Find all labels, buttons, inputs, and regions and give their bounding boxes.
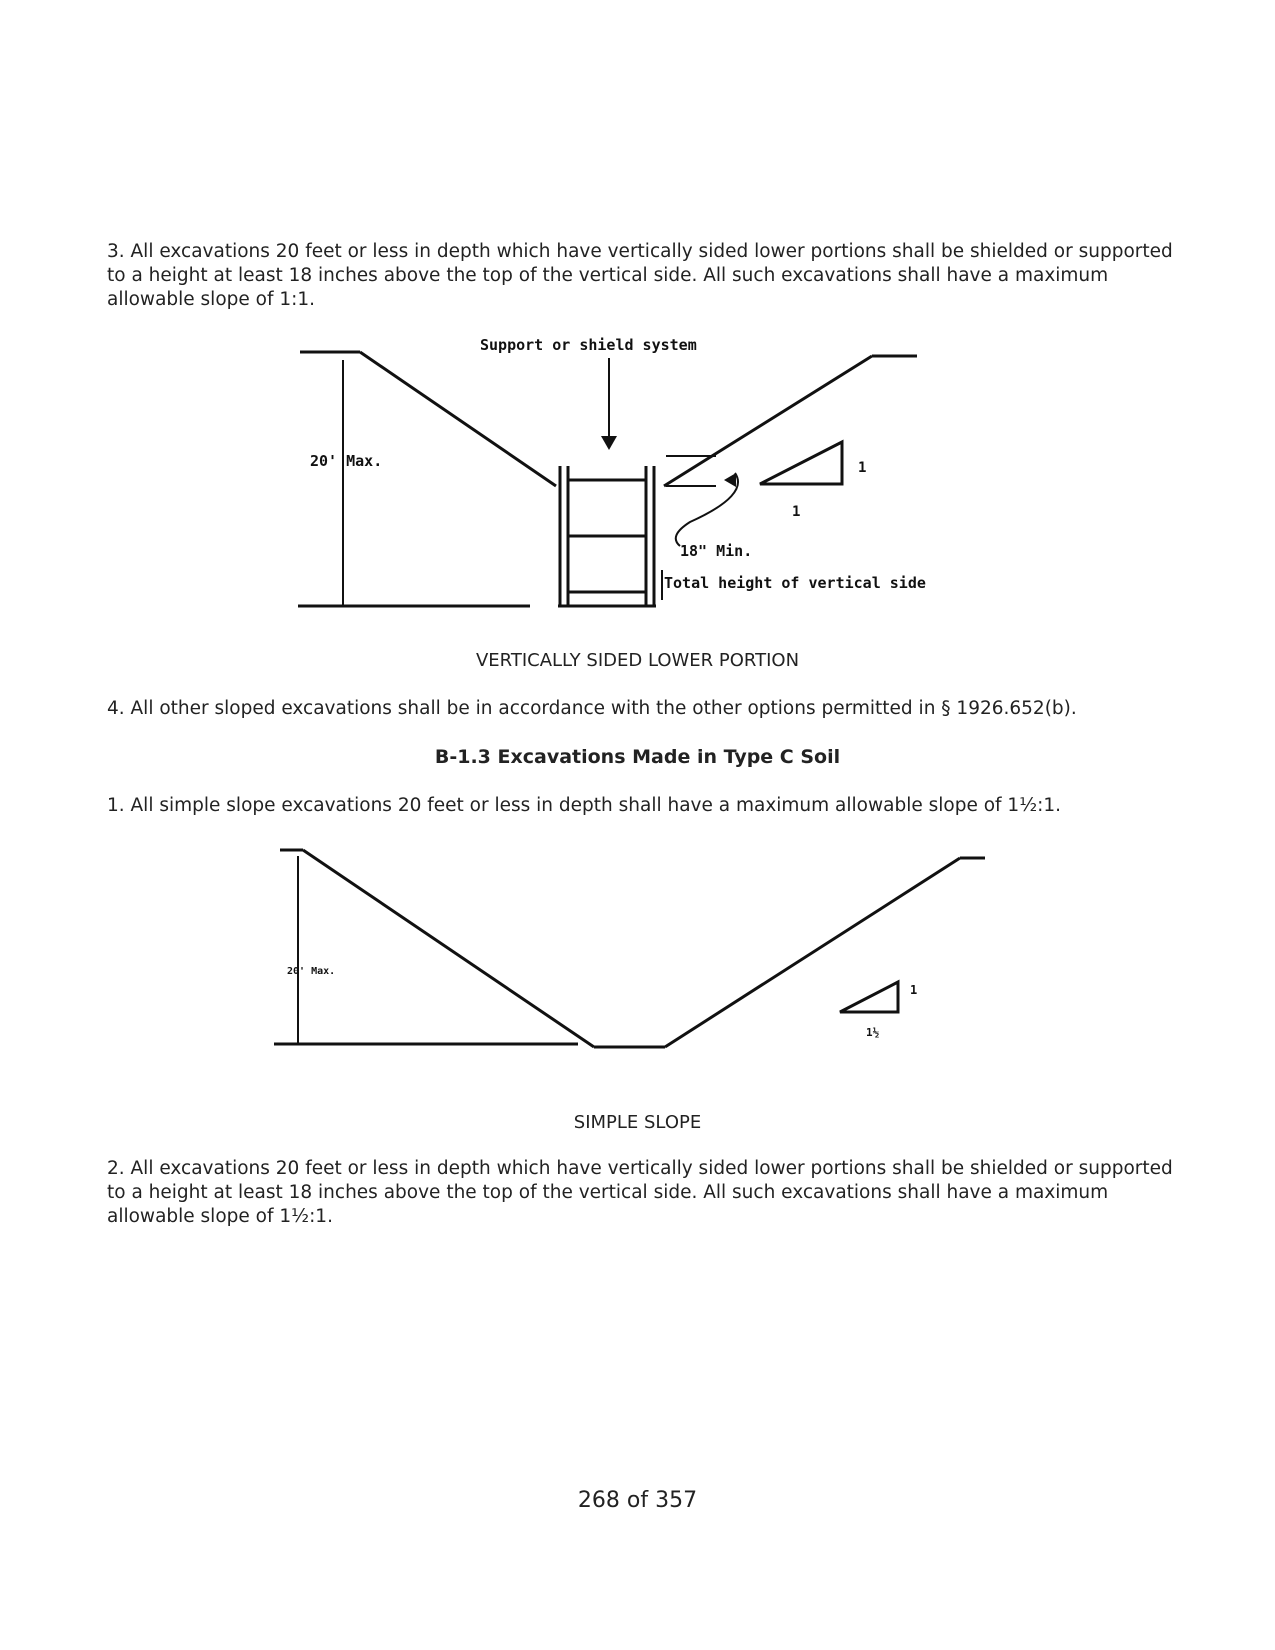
depth-label: 20' Max. [287,966,336,977]
section-heading: B-1.3 Excavations Made in Type C Soil [434,746,841,768]
figure-vertically-sided [0,330,1275,620]
ratio-vertical: 1 [910,983,918,997]
paragraph-c2: 2. All excavations 20 feet or less in depth which have vertically sided lower portions shall be shielded or supported to a height at least 18 inches above the top of the vertical side. All such excavations shall have a maximum allowable slope of 1½:1. [107,1158,1173,1227]
paragraph-c1: 1. All simple slope excavations 20 feet or less in depth shall have a maximum allowable slope of 1½:1. [107,795,1062,816]
figure-simple-slope [0,830,1275,1060]
slope-ratio-triangle [840,982,898,1012]
depth-label: 20' Max. [310,452,383,470]
shield-system [558,466,656,606]
arrow-down-icon [601,436,617,450]
support-label: Support or shield system [480,336,697,354]
total-height-label: Total height of vertical side [664,574,926,592]
ratio-horizontal: 1½ [866,1026,880,1039]
figure2-caption: SIMPLE SLOPE [573,1112,702,1133]
min-label: 18" Min. [680,542,753,560]
figure1-caption: VERTICALLY SIDED LOWER PORTION [475,650,800,671]
arrow-left-icon [724,473,736,487]
slope-ratio-triangle [760,442,842,484]
page-number: 268 of 357 [577,1488,698,1513]
ratio-vertical: 1 [858,460,867,476]
paragraph-3: 3. All excavations 20 feet or less in depth which have vertically sided lower portions shall be shielded or supported to a height at least 18 inches above the top of the vertical side. All such excavations shall have a maximum allowable slope of 1:1. [107,241,1173,310]
ratio-horizontal: 1 [792,504,801,520]
paragraph-4: 4. All other sloped excavations shall be in accordance with the other options permitted in § 1926.652(b). [107,698,1077,719]
